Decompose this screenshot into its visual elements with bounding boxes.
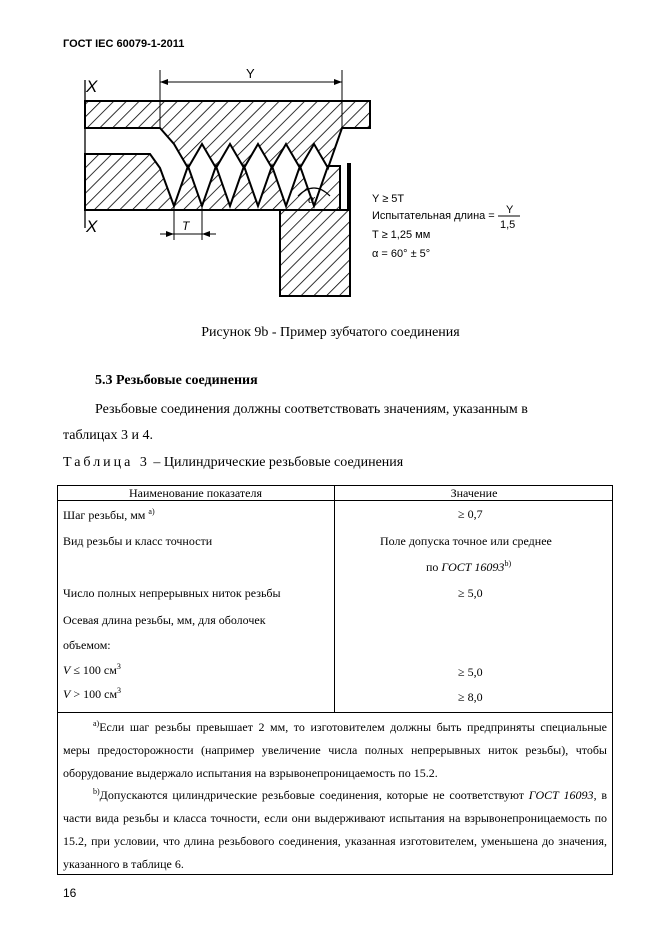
paragraph-line-1: Резьбовые соединения должны соответствовать значениям, указанным в — [95, 402, 528, 417]
table-note-a-text: Если шаг резьбы превышает 2 мм, то изготовителем должны быть предприняты специальные меры предосторожности (например увеличение числа полных непрерывных ниток резьбы), чтобы оборудование выдержало испытания на взрывонепроницаемость по 15.2. — [63, 720, 607, 780]
row-full-threads-value: ≥ 5,0 — [458, 586, 483, 600]
row-volume-large — [63, 686, 121, 702]
table-note-b-sup: b) — [93, 787, 100, 796]
formula-length-den: 1,5 — [500, 219, 516, 231]
page-number: 16 — [63, 886, 77, 900]
table-note-b-standard: ГОСТ 16093 — [528, 788, 594, 802]
table-note-b-text-1: Допускаются цилиндрические резьбовые соединения, которые не соответствуют — [99, 788, 529, 802]
row-axial-length-1: Осевая длина резьбы, мм, для оболочек — [63, 613, 266, 627]
figure-caption: Рисунок 9b - Пример зубчатого соединения — [201, 325, 460, 340]
row-thread-pitch-sup: a) — [148, 507, 155, 516]
table-column-divider — [334, 485, 335, 713]
row-thread-pitch-label: Шаг резьбы, мм — [63, 508, 146, 522]
row-full-threads: Число полных непрерывных ниток резьбы — [63, 586, 281, 600]
figure-label-y: Y — [246, 68, 255, 81]
row-thread-type: Вид резьбы и класс точности — [63, 534, 213, 548]
row-thread-type-value-1: Поле допуска точное или среднее — [380, 534, 552, 548]
row-volume-small-symbol: V — [63, 663, 71, 677]
row-volume-small-sup: 3 — [116, 662, 121, 671]
row-volume-small-value: ≥ 5,0 — [458, 665, 483, 679]
table-title — [63, 455, 403, 471]
formula-alpha: α = 60° ± 5° — [372, 248, 431, 260]
row-volume-large-label: > 100 см — [70, 687, 118, 701]
table-title-prefix: Таблица 3 — [63, 455, 150, 470]
row-volume-large-symbol: V — [63, 687, 71, 701]
formula-length-label: Испытательная длина = — [372, 210, 495, 222]
formula-y: Y ≥ 5T — [372, 193, 405, 205]
row-thread-type-value-standard: ГОСТ 16093 — [441, 560, 505, 574]
row-volume-small-label: ≤ 100 см — [70, 663, 117, 677]
formula-length-num: Y — [506, 204, 514, 216]
row-volume-large-sup: 3 — [117, 686, 122, 695]
paragraph-line-2: таблицах 3 и 4. — [63, 428, 153, 443]
row-thread-type-value-2 — [426, 559, 511, 575]
row-volume-large-value: ≥ 8,0 — [458, 690, 483, 704]
row-thread-type-value-prefix: по — [426, 560, 442, 574]
document-header: ГОСТ IEC 60079-1-2011 — [63, 38, 185, 50]
figure-label-x-top: X — [86, 77, 98, 96]
table-note-a-sup: a) — [93, 719, 100, 728]
figure-label-x-bottom: X — [86, 217, 98, 236]
row-thread-pitch-value: ≥ 0,7 — [458, 507, 483, 521]
row-thread-type-value-sup: b) — [504, 559, 512, 568]
table-note-a — [63, 712, 607, 785]
figure-label-t: T — [182, 219, 190, 233]
table-note-b — [63, 780, 607, 876]
row-thread-pitch — [63, 507, 155, 523]
column-header-value: Значение — [450, 486, 498, 500]
figure-9b-drawing — [70, 68, 540, 308]
column-header-name: Наименование показателя — [129, 486, 262, 500]
row-volume-small — [63, 662, 121, 678]
table-title-rest: – Цилиндрические резьбовые соединения — [149, 455, 404, 470]
figure-label-alpha: α — [308, 191, 315, 206]
formula-t: T ≥ 1,25 мм — [372, 229, 431, 241]
table-note-b-text-2: , в части вида резьбы и класса точности, если они выдерживают испытания на взрывонепроницаемость по 15.2, при условии, что длина резьбового соединения, указанная изготовителем, уменьшена до значения, указанного в таблице 6. — [63, 788, 607, 871]
row-axial-length-2: объемом: — [63, 638, 111, 652]
section-heading: 5.3 Резьбовые соединения — [95, 373, 258, 388]
